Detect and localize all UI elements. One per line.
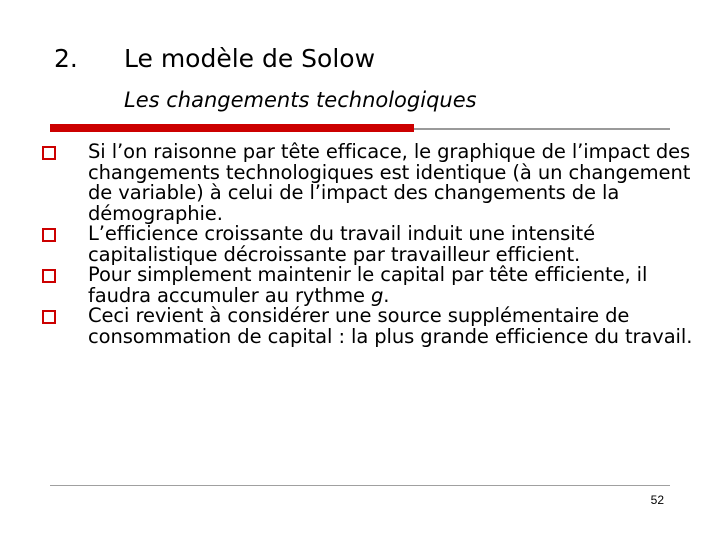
slide-title: Le modèle de Solow xyxy=(124,44,376,73)
hollow-square-bullet-icon xyxy=(42,269,56,283)
bullet-text: Ceci revient à considérer une source supplémentaire de consommation de capital : la plus grande efficience du travail. xyxy=(88,304,693,348)
slide-subtitle: Les changements technologiques xyxy=(124,88,477,112)
hollow-square-bullet-icon xyxy=(42,146,56,160)
bullet-text xyxy=(88,263,647,307)
bullet-text-part: . xyxy=(383,283,390,307)
bullet-item xyxy=(36,224,700,265)
growth-rate-symbol: g xyxy=(371,283,384,307)
bullet-text: Si l’on raisonne par tête efficace, le graphique de l’impact des changements technologiques est identique (à un changement de variable) à celui de l’impact des changements de la démographie. xyxy=(88,140,691,225)
title-rule-red-segment xyxy=(50,124,414,132)
bullet-item xyxy=(36,306,700,347)
bullet-text-part: Pour simplement maintenir le capital par tête efficiente, il faudra accumuler au rythme xyxy=(88,263,648,307)
bullet-item xyxy=(36,265,700,306)
page-number: 52 xyxy=(650,493,664,507)
hollow-square-bullet-icon xyxy=(42,228,56,242)
bullet-item xyxy=(36,142,700,224)
title-rule-gray-segment xyxy=(414,128,670,130)
hollow-square-bullet-icon xyxy=(42,310,56,324)
title-rule xyxy=(50,124,670,132)
bullet-text: L’efficience croissante du travail induit une intensité capitalistique décroissante par travailleur efficient. xyxy=(88,222,596,266)
footer-rule xyxy=(50,485,670,486)
bullet-list xyxy=(36,142,700,347)
slide-number-prefix: 2. xyxy=(54,44,78,73)
